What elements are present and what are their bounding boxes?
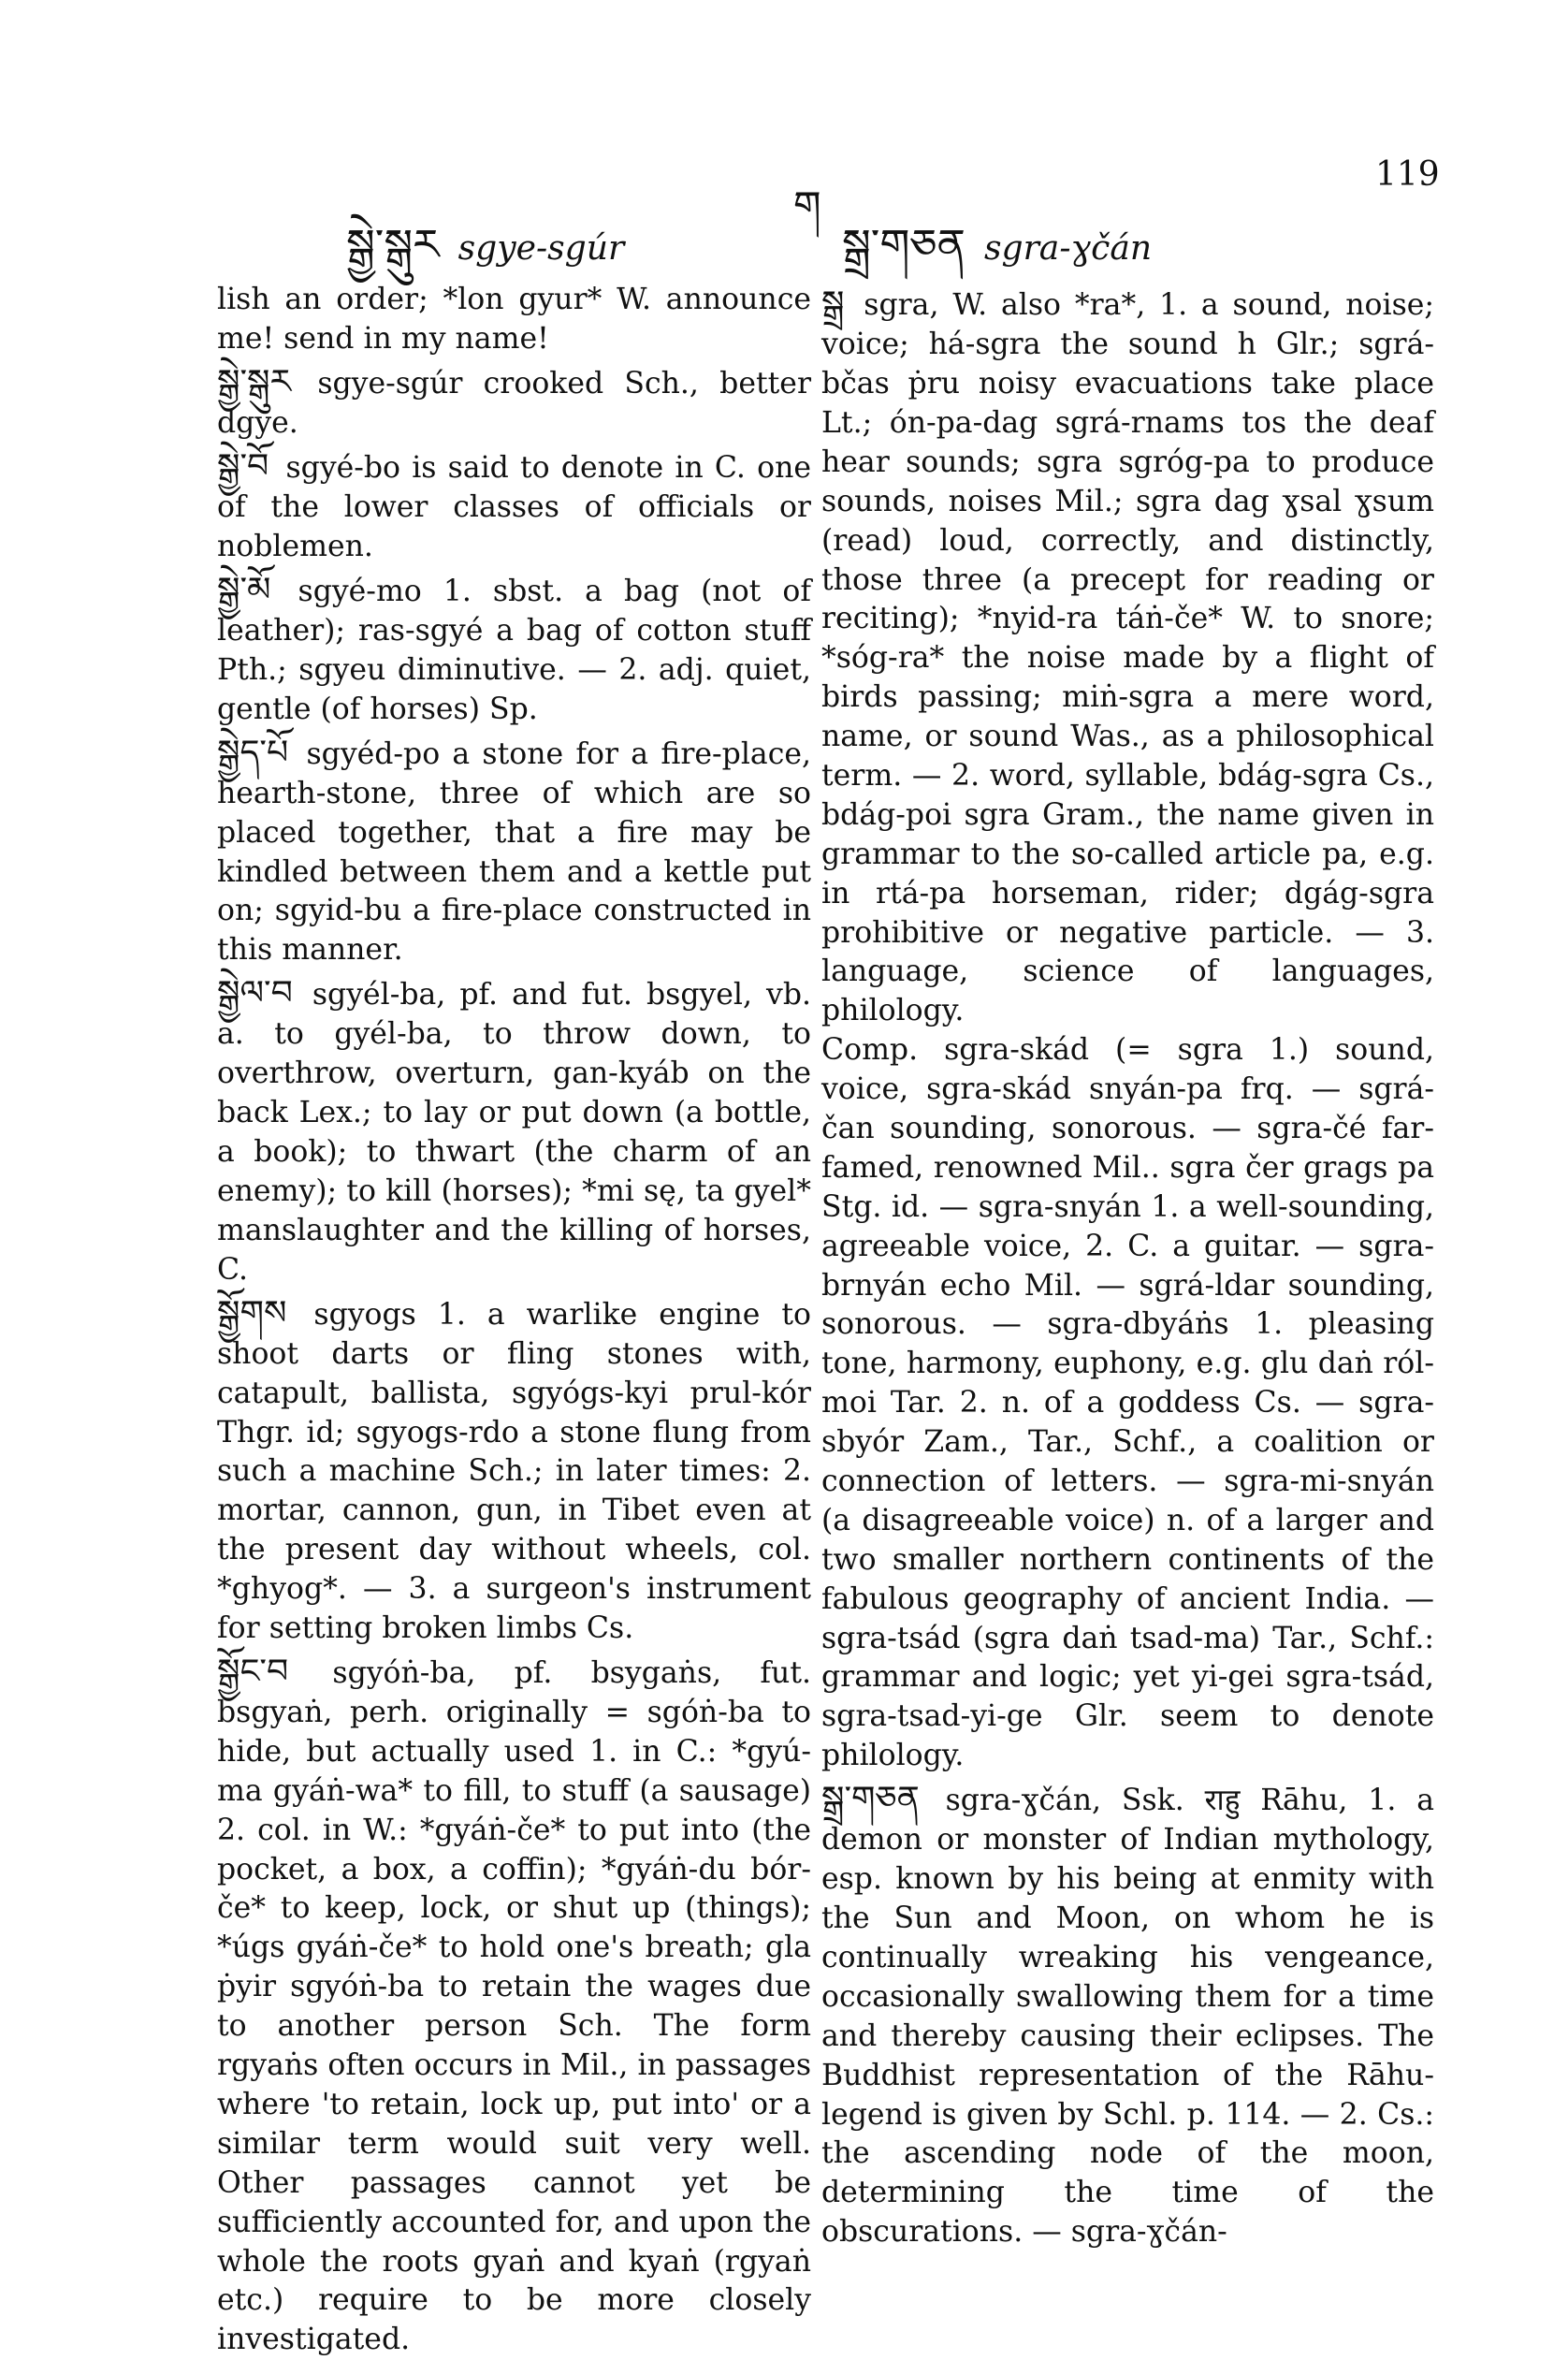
running-head-left-tibetan: སྒྱེ་སྒུར bbox=[346, 220, 440, 270]
entry-text: sgyél-ba, pf. and fut. bsgyel, vb. a. to gyél-ba, to throw down, to overthrow, overturn, gan-kyáb on the back Lex.; to lay or put down (a bottle, a book); to thwart (the charm of an enemy); to kill (horses); *mi sę, ta gyel* manslaughter and the killing of horses, C. bbox=[217, 978, 812, 1287]
running-head-left-translit: sgye-sgúr bbox=[457, 228, 625, 268]
entry-text: sgyé-bo is said to denote in C. one of the lower classes of officials or noblemen. bbox=[217, 450, 811, 563]
dictionary-entry bbox=[821, 1776, 1434, 2252]
left-column bbox=[217, 281, 811, 2360]
dictionary-entry bbox=[217, 1649, 811, 2360]
dictionary-entry bbox=[217, 567, 811, 730]
continuation-text: lish an order; *lon gyur* W. announce me! send in my name! bbox=[217, 283, 811, 356]
entry-text: sgye-sgúr crooked Sch., better dgye. bbox=[217, 366, 811, 440]
entry-headword-tibetan: སྒྱོང་བ bbox=[217, 1650, 289, 1691]
dictionary-entry bbox=[217, 359, 811, 444]
dictionary-entry bbox=[217, 1290, 811, 1649]
dictionary-entry bbox=[217, 444, 811, 567]
page-number: 119 bbox=[1375, 155, 1440, 194]
section-letter: ག bbox=[793, 182, 821, 228]
entry-headword-tibetan: སྒྱེལ་བ bbox=[217, 972, 293, 1013]
dictionary-entry bbox=[217, 730, 811, 971]
entry-headword-tibetan: སྒྱེ་མོ bbox=[217, 568, 271, 609]
entry-text: sgra, W. also *ra*, 1. a sound, noise; voice; há-sgra the sound h Glr.; sgrá-bčas ṗru noisy evacuations take place Lt.; ón-pa-dag sgrá-rnams tos the deaf hear sounds; sgra sgróg-pa to produce sounds, noises Mil.; sgra dag ɣsal ɣsum (read) loud, correctly, and distinctly, those three (a precept for reading or reciting); *nyid-ra táṅ-če* W. to snore; *sóg-ra* the noise made by a flight of birds passing; miṅ-sgra a mere word, name, or sound Was., as a philosophical term. — 2. word, syllable, bdág-sgra Cs., bdág-poi sgra Gram., the name given in grammar to the so-called article pa, e.g. in rtá-pa horseman, rider; dgág-sgra prohibitive or negative particle. — 3. language, science of languages, philology. bbox=[821, 288, 1435, 1028]
entry-text: Comp. sgra-skád (= sgra 1.) sound, voice, sgra-skád snyán-pa frq. — sgrá-čan sounding, sonorous. — sgra-čé far-famed, renowned Mil.. sgra čer grags pa Stg. id. — sgra-snyán 1. a well-sounding, agreeable voice, 2. C. a guitar. — sgra-brnyán echo Mil. — sgrá-ldar sounding, sonorous. — sgra-dbyáṅs 1. pleasing tone, harmony, euphony, e.g. glu daṅ ról-moi Tar. 2. n. of a goddess Cs. — sgra-sbyór Zam., Tar., Schf., a coalition or connection of letters. — sgra-mi-snyán (a disagreeable voice) n. of a larger and two smaller northern continents of the fabulous geography of ancient India. — sgra-tsád (sgra daṅ tsad-ma) Tar., Schf.: grammar and logic; yet yi-gei sgra-tsád, sgra-tsad-yi-ge Glr. seem to denote philology. bbox=[821, 1033, 1434, 1773]
entry-text: sgyé-mo 1. sbst. a bag (not of leather); ras-sgyé a bag of cotton stuff Pth.; sgyeu diminutive. — 2. adj. quiet, gentle (of horses) Sp. bbox=[217, 574, 811, 726]
compounds-paragraph bbox=[821, 1031, 1434, 1776]
running-head-right-translit: sgra-ɣčán bbox=[983, 228, 1153, 268]
entry-text: sgyogs 1. a warlike engine to shoot darts or fling stones with, catapult, ballista, sgyógs-kyi prul-kór Thgr. id; sgyogs-rdo a stone flung from such a machine Sch.; in later times: 2. mortar, cannon, gun, in Tibet even at the present day without wheels, col. *ghyog*. — 3. a surgeon's instrument for setting broken limbs Cs. bbox=[217, 1297, 812, 1645]
right-column bbox=[821, 281, 1434, 2252]
entry-text: sgyóṅ-ba, pf. bsygaṅs, fut. bsgyaṅ, perh. originally = sgóṅ-ba to hide, but actually used 1. in C.: *gyú-ma gyáṅ-wa* to fill, to stuff (a sausage) 2. col. in W.: *gyáṅ-če* to put into (the pocket, a box, a coffin); *gyáṅ-du bór-če* to keep, lock, or shut up (things); *úgs gyáṅ-če* to hold one's breath; gla ṗyir sgyóṅ-ba to retain the wages due to another person Sch. The form rgyaṅs often occurs in Mil., in passages where 'to retain, lock up, put into' or a similar term would suit very well. Other passages cannot yet be sufficiently accounted for, and upon the whole the roots gyaṅ and kyaṅ (rgyaṅ etc.) require to be more closely investigated. bbox=[217, 1655, 811, 2357]
entry-headword-tibetan: སྒྲ bbox=[821, 283, 845, 323]
entry-headword-tibetan: སྒྲ་གཅན bbox=[821, 1778, 920, 1819]
entry-headword-tibetan: སྒྱེ་སྒུར bbox=[217, 360, 292, 401]
entry-headword-tibetan: སྒྱེ་བོ bbox=[217, 444, 269, 486]
page-header bbox=[0, 140, 1568, 270]
dictionary-entry bbox=[821, 281, 1434, 1031]
entry-headword-tibetan: སྒྱེད་པོ bbox=[217, 731, 289, 772]
entry-headword-tibetan: སྒྱོགས bbox=[217, 1291, 287, 1333]
entry-text: sgra-ɣčán, Ssk. राहु Rāhu, 1. a demon or monster of Indian mythology, esp. known by his being at enmity with the Sun and Moon, on whom he is continually wreaking his vengeance, occasionally swallowing them for a time and thereby causing their eclipses. The Buddhist representation of the Rāhu-legend is given by Schl. p. 114. — 2. Cs.: the ascending node of the moon, determining the time of the obscurations. — sgra-ɣčán- bbox=[821, 1784, 1434, 2250]
running-head-right-tibetan: སྒྲ་གཅན bbox=[842, 220, 965, 270]
dictionary-entry bbox=[217, 970, 811, 1289]
entry-text: sgyéd-po a stone for a fire-place, hearth-stone, three of which are so placed together, that a fire may be kindled between them and a kettle put on; sgyid-bu a fire-place constructed in this manner. bbox=[217, 736, 811, 968]
